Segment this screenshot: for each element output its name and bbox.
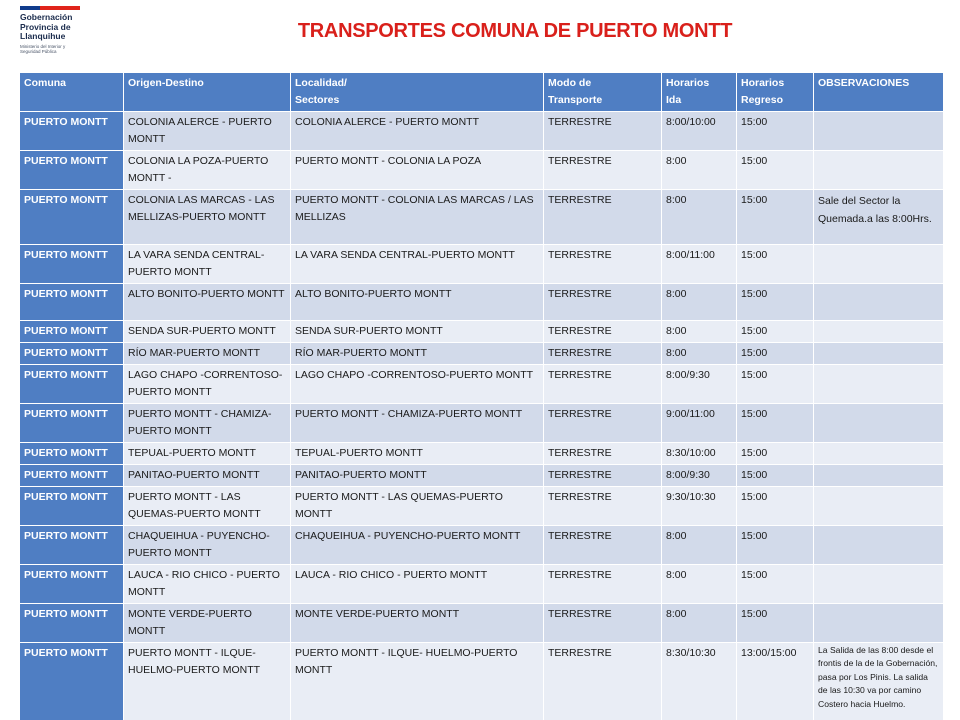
horario-regreso-cell: 15:00	[737, 112, 814, 151]
origen-destino-cell: LA VARA SENDA CENTRAL-PUERTO MONTT	[124, 245, 291, 284]
modo-transporte-cell: TERRESTRE	[544, 284, 662, 321]
comuna-cell: PUERTO MONTT	[20, 151, 124, 190]
observaciones-cell	[814, 526, 944, 565]
modo-transporte-cell: TERRESTRE	[544, 643, 662, 720]
observaciones-cell	[814, 565, 944, 604]
origen-destino-cell: SENDA SUR-PUERTO MONTT	[124, 321, 291, 343]
observaciones-cell	[814, 443, 944, 465]
observaciones-cell	[814, 465, 944, 487]
origen-destino-cell: TEPUAL-PUERTO MONTT	[124, 443, 291, 465]
modo-transporte-cell: TERRESTRE	[544, 526, 662, 565]
origen-destino-cell: LAUCA - RIO CHICO - PUERTO MONTT	[124, 565, 291, 604]
origen-destino-cell: LAGO CHAPO -CORRENTOSO-PUERTO MONTT	[124, 365, 291, 404]
comuna-cell: PUERTO MONTT	[20, 404, 124, 443]
header-localidad-sectores: Localidad/ Sectores	[291, 73, 544, 112]
comuna-cell: PUERTO MONTT	[20, 443, 124, 465]
observaciones-cell	[814, 404, 944, 443]
horario-regreso-cell: 15:00	[737, 190, 814, 245]
table-row	[20, 487, 944, 526]
horario-ida-cell: 8:00	[662, 565, 737, 604]
localidad-cell: MONTE VERDE-PUERTO MONTT	[291, 604, 544, 643]
comuna-cell: PUERTO MONTT	[20, 643, 124, 720]
table-body	[20, 112, 944, 720]
horario-ida-cell: 8:00	[662, 284, 737, 321]
origen-destino-cell: CHAQUEIHUA - PUYENCHO-PUERTO MONTT	[124, 526, 291, 565]
table-row	[20, 643, 944, 720]
comuna-cell: PUERTO MONTT	[20, 321, 124, 343]
observaciones-cell	[814, 604, 944, 643]
modo-transporte-cell: TERRESTRE	[544, 365, 662, 404]
origen-destino-cell: PUERTO MONTT - LAS QUEMAS-PUERTO MONTT	[124, 487, 291, 526]
horario-regreso-cell: 15:00	[737, 526, 814, 565]
origen-destino-cell: PANITAO-PUERTO MONTT	[124, 465, 291, 487]
comuna-cell: PUERTO MONTT	[20, 112, 124, 151]
horario-regreso-cell: 15:00	[737, 487, 814, 526]
localidad-cell: PUERTO MONTT - COLONIA LA POZA	[291, 151, 544, 190]
modo-transporte-cell: TERRESTRE	[544, 245, 662, 284]
modo-transporte-cell: TERRESTRE	[544, 112, 662, 151]
table-row	[20, 465, 944, 487]
horario-ida-cell: 8:00	[662, 604, 737, 643]
modo-transporte-cell: TERRESTRE	[544, 443, 662, 465]
localidad-cell: TEPUAL-PUERTO MONTT	[291, 443, 544, 465]
horario-regreso-cell: 15:00	[737, 365, 814, 404]
table-row	[20, 284, 944, 321]
localidad-cell: PUERTO MONTT - ILQUE- HUELMO-PUERTO MONTT	[291, 643, 544, 720]
localidad-cell: SENDA SUR-PUERTO MONTT	[291, 321, 544, 343]
horario-regreso-cell: 15:00	[737, 245, 814, 284]
origen-destino-cell: MONTE VERDE-PUERTO MONTT	[124, 604, 291, 643]
horario-regreso-cell: 15:00	[737, 604, 814, 643]
table-row	[20, 190, 944, 245]
localidad-cell: LA VARA SENDA CENTRAL-PUERTO MONTT	[291, 245, 544, 284]
comuna-cell: PUERTO MONTT	[20, 284, 124, 321]
modo-transporte-cell: TERRESTRE	[544, 465, 662, 487]
header-horarios-ida: Horarios Ida	[662, 73, 737, 112]
modo-transporte-cell: TERRESTRE	[544, 321, 662, 343]
horario-regreso-cell: 15:00	[737, 151, 814, 190]
localidad-cell: RÍO MAR-PUERTO MONTT	[291, 343, 544, 365]
comuna-cell: PUERTO MONTT	[20, 487, 124, 526]
horario-regreso-cell: 15:00	[737, 284, 814, 321]
observaciones-cell	[814, 343, 944, 365]
gobernacion-logo	[20, 6, 130, 68]
observaciones-cell	[814, 112, 944, 151]
table-row	[20, 151, 944, 190]
horario-ida-cell: 8:00/11:00	[662, 245, 737, 284]
observaciones-cell	[814, 245, 944, 284]
origen-destino-cell: RÍO MAR-PUERTO MONTT	[124, 343, 291, 365]
horario-ida-cell: 8:00	[662, 151, 737, 190]
comuna-cell: PUERTO MONTT	[20, 190, 124, 245]
transport-table	[19, 72, 944, 720]
table-row	[20, 245, 944, 284]
modo-transporte-cell: TERRESTRE	[544, 343, 662, 365]
table-row	[20, 526, 944, 565]
localidad-cell: PANITAO-PUERTO MONTT	[291, 465, 544, 487]
header-origen-destino: Origen-Destino	[124, 73, 291, 112]
horario-ida-cell: 8:00/9:30	[662, 465, 737, 487]
header-modo-transporte: Modo de Transporte	[544, 73, 662, 112]
localidad-cell: PUERTO MONTT - CHAMIZA-PUERTO MONTT	[291, 404, 544, 443]
table-row	[20, 443, 944, 465]
origen-destino-cell: COLONIA LA POZA-PUERTO MONTT -	[124, 151, 291, 190]
horario-regreso-cell: 15:00	[737, 565, 814, 604]
horario-ida-cell: 8:00	[662, 321, 737, 343]
modo-transporte-cell: TERRESTRE	[544, 487, 662, 526]
horario-regreso-cell: 13:00/15:00	[737, 643, 814, 720]
origen-destino-cell: COLONIA ALERCE - PUERTO MONTT	[124, 112, 291, 151]
header-comuna: Comuna	[20, 73, 124, 112]
comuna-cell: PUERTO MONTT	[20, 565, 124, 604]
horario-regreso-cell: 15:00	[737, 343, 814, 365]
table-row	[20, 604, 944, 643]
horario-regreso-cell: 15:00	[737, 404, 814, 443]
header-observaciones: OBSERVACIONES	[814, 73, 944, 112]
comuna-cell: PUERTO MONTT	[20, 465, 124, 487]
logo-title: Gobernación Provincia de Llanquihue	[20, 12, 73, 41]
horario-ida-cell: 8:00	[662, 343, 737, 365]
horario-ida-cell: 8:30/10:00	[662, 443, 737, 465]
modo-transporte-cell: TERRESTRE	[544, 604, 662, 643]
modo-transporte-cell: TERRESTRE	[544, 565, 662, 604]
table-row	[20, 365, 944, 404]
localidad-cell: LAUCA - RIO CHICO - PUERTO MONTT	[291, 565, 544, 604]
header-horarios-regreso: Horarios Regreso	[737, 73, 814, 112]
localidad-cell: PUERTO MONTT - COLONIA LAS MARCAS / LAS MELLIZAS	[291, 190, 544, 245]
horario-ida-cell: 8:00/10:00	[662, 112, 737, 151]
observaciones-cell: La Salida de las 8:00 desde el frontis de la de la Gobernación, pasa por Los Pinis. La salida de las 10:30 va por camino Costero hacia Huelmo.	[814, 643, 944, 720]
observaciones-cell	[814, 365, 944, 404]
comuna-cell: PUERTO MONTT	[20, 604, 124, 643]
table-header-row	[20, 73, 944, 112]
comuna-cell: PUERTO MONTT	[20, 365, 124, 404]
horario-regreso-cell: 15:00	[737, 443, 814, 465]
page-title: TRANSPORTES COMUNA DE PUERTO MONTT	[297, 20, 733, 42]
horario-ida-cell: 9:30/10:30	[662, 487, 737, 526]
observaciones-cell	[814, 151, 944, 190]
observaciones-cell	[814, 487, 944, 526]
table-row	[20, 404, 944, 443]
table-row	[20, 321, 944, 343]
origen-destino-cell: PUERTO MONTT - ILQUE-HUELMO-PUERTO MONTT	[124, 643, 291, 720]
table-row	[20, 565, 944, 604]
horario-ida-cell: 8:00/9:30	[662, 365, 737, 404]
localidad-cell: PUERTO MONTT - LAS QUEMAS-PUERTO MONTT	[291, 487, 544, 526]
localidad-cell: ALTO BONITO-PUERTO MONTT	[291, 284, 544, 321]
horario-ida-cell: 8:30/10:30	[662, 643, 737, 720]
origen-destino-cell: COLONIA LAS MARCAS - LAS MELLIZAS-PUERTO MONTT	[124, 190, 291, 245]
logo-subtitle: Ministerio del Interior y Seguridad Pública	[20, 43, 66, 54]
comuna-cell: PUERTO MONTT	[20, 343, 124, 365]
localidad-cell: COLONIA ALERCE - PUERTO MONTT	[291, 112, 544, 151]
transport-table-container	[19, 72, 943, 720]
horario-regreso-cell: 15:00	[737, 465, 814, 487]
origen-destino-cell: ALTO BONITO-PUERTO MONTT	[124, 284, 291, 321]
horario-ida-cell: 8:00	[662, 190, 737, 245]
comuna-cell: PUERTO MONTT	[20, 526, 124, 565]
comuna-cell: PUERTO MONTT	[20, 245, 124, 284]
modo-transporte-cell: TERRESTRE	[544, 190, 662, 245]
table-row	[20, 112, 944, 151]
observaciones-cell: Sale del Sector la Quemada.a las 8:00Hrs.	[814, 190, 944, 245]
horario-regreso-cell: 15:00	[737, 321, 814, 343]
modo-transporte-cell: TERRESTRE	[544, 151, 662, 190]
localidad-cell: LAGO CHAPO -CORRENTOSO-PUERTO MONTT	[291, 365, 544, 404]
observaciones-cell	[814, 321, 944, 343]
horario-ida-cell: 9:00/11:00	[662, 404, 737, 443]
horario-ida-cell: 8:00	[662, 526, 737, 565]
observaciones-cell	[814, 284, 944, 321]
flag-stripe-icon	[20, 6, 80, 10]
localidad-cell: CHAQUEIHUA - PUYENCHO-PUERTO MONTT	[291, 526, 544, 565]
table-row	[20, 343, 944, 365]
modo-transporte-cell: TERRESTRE	[544, 404, 662, 443]
origen-destino-cell: PUERTO MONTT - CHAMIZA-PUERTO MONTT	[124, 404, 291, 443]
